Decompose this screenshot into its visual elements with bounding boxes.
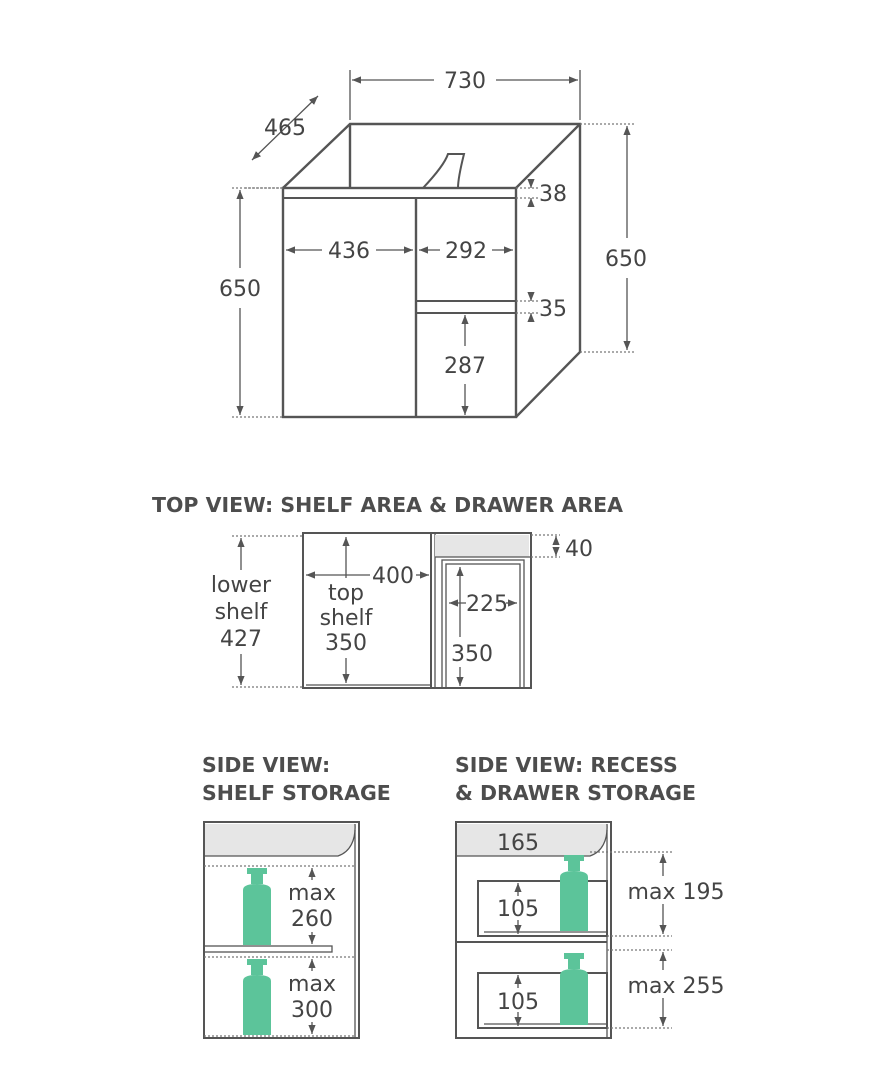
- dim-top-shelf: [320, 537, 374, 683]
- dim-drawer-width: [419, 239, 513, 264]
- lower-max-label: max 255: [627, 974, 725, 999]
- side-shelf-board: [204, 946, 332, 952]
- top-rail-label: 38: [539, 182, 567, 207]
- dim-height-right: [580, 124, 647, 352]
- drawer-gap-label: 35: [539, 297, 567, 322]
- dim-top-rail: [516, 182, 567, 207]
- side-recess-heading-line1: SIDE VIEW: RECESS: [455, 753, 678, 777]
- cabinet-front-view: [283, 124, 580, 417]
- drawer-interior-width-label: 225: [466, 592, 508, 617]
- depth-label: 465: [264, 116, 306, 141]
- upper-shelf-max-value: 260: [291, 907, 333, 932]
- recess-height-label: 165: [497, 831, 539, 856]
- width-label: 730: [444, 69, 486, 94]
- lower-shelf-max-label: max: [288, 972, 336, 997]
- basin-cutout: [423, 154, 464, 188]
- side-recess-bottle-lower: [560, 953, 588, 1025]
- top-shelf-line2: shelf: [319, 606, 373, 631]
- dim-drawer-gap: [516, 296, 567, 322]
- upper-shelf-max-label: max: [288, 881, 336, 906]
- lower-shelf-value: 427: [220, 627, 262, 652]
- dim-upper-drawer: [497, 883, 539, 934]
- side-shelf-bottle-upper: [243, 868, 271, 945]
- lower-shelf-line1: lower: [210, 573, 272, 598]
- rear-gap-label: 40: [565, 537, 593, 562]
- dim-drawer-height: [444, 315, 486, 415]
- lower-drawer-label: 105: [497, 990, 539, 1015]
- side-recess-heading-line2: & DRAWER STORAGE: [455, 781, 696, 805]
- dim-rear-gap: [531, 535, 593, 562]
- dim-height-left: [219, 188, 283, 417]
- dim-lower-max: [628, 952, 725, 1026]
- cabinet-front-face: [283, 188, 516, 417]
- top-shelf-value: 350: [325, 631, 367, 656]
- dim-upper-max: [628, 854, 725, 934]
- side-shelf-bottle-lower: [243, 959, 271, 1035]
- top-view-drawer-outer: [442, 560, 524, 688]
- drawer-width-label: 292: [445, 239, 487, 264]
- upper-max-label: max 195: [627, 880, 725, 905]
- dim-drawer-depth: [451, 567, 493, 686]
- dim-width: [350, 69, 580, 120]
- cabinet-top-right-edge: [516, 124, 580, 188]
- dim-door-width: [286, 239, 413, 264]
- side-shelf-heading-line2: SHELF STORAGE: [202, 781, 391, 805]
- dim-depth: [245, 96, 318, 188]
- dim-shelf-width: [306, 564, 429, 589]
- top-shelf-line1: top: [327, 581, 365, 606]
- dim-upper-shelf-max: [288, 868, 336, 944]
- side-shelf-basin: [204, 824, 355, 856]
- height-right-label: 650: [605, 247, 647, 272]
- dim-lower-drawer: [497, 975, 539, 1026]
- side-recess-bottle-upper: [560, 855, 588, 931]
- door-width-label: 436: [328, 239, 370, 264]
- top-view-drawer-inner: [446, 564, 520, 688]
- lower-shelf-max-value: 300: [291, 998, 333, 1023]
- dim-lower-shelf-max: [288, 959, 336, 1034]
- side-shelf-section: [204, 822, 359, 1038]
- dim-recess-height: [497, 831, 539, 856]
- top-view-heading: TOP VIEW: SHELF AREA & DRAWER AREA: [152, 493, 623, 517]
- lower-shelf-line2: shelf: [214, 600, 268, 625]
- drawer-depth-label: 350: [451, 642, 493, 667]
- dim-drawer-interior-width: [449, 592, 517, 617]
- height-left-label: 650: [219, 277, 261, 302]
- dim-lower-shelf: [211, 536, 303, 687]
- side-shelf-heading-line1: SIDE VIEW:: [202, 753, 331, 777]
- top-view-recess: [435, 535, 529, 557]
- upper-drawer-label: 105: [497, 897, 539, 922]
- drawer-height-label: 287: [444, 354, 486, 379]
- shelf-width-label: 400: [372, 564, 414, 589]
